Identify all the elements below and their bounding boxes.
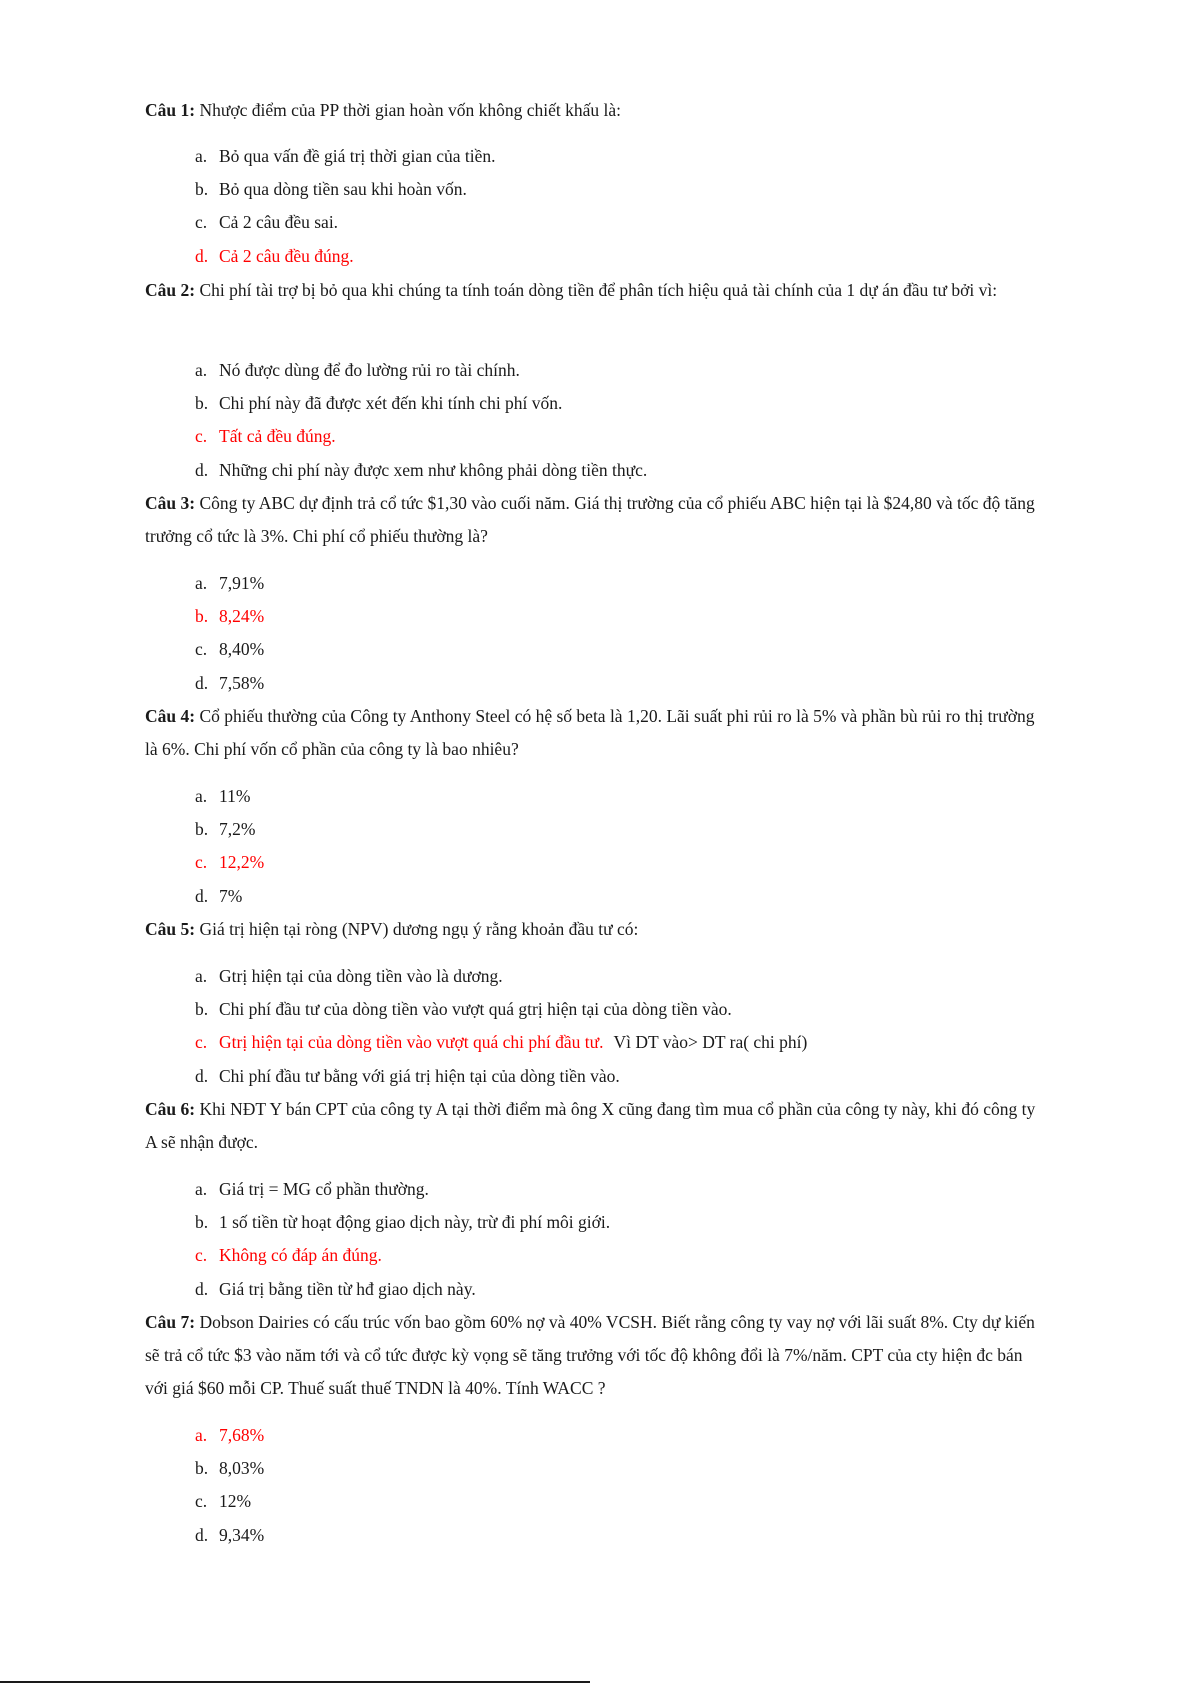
option-b: b. 8,03%: [195, 1458, 265, 1479]
question-6-options: [195, 1173, 1075, 1306]
option-a: a. 7,91%: [195, 573, 265, 593]
question-text: Chi phí tài trợ bị bỏ qua khi chúng ta tính toán dòng tiền để phân tích hiệu quả tài chính của 1 dự án đầu tư bởi vì:: [199, 280, 998, 300]
option-a: a. Nó được dùng để đo lường rủi ro tài chính.: [195, 360, 520, 380]
option-a: a. Giá trị = MG cổ phần thường.: [195, 1179, 429, 1199]
option-c-correct: c. Gtrị hiện tại của dòng tiền vào vượt quá chi phí đầu tư. Vì DT vào> DT ra( chi phí): [195, 1032, 808, 1053]
question-3: [145, 487, 1045, 553]
option-a-correct: a. 7,68%: [195, 1425, 265, 1445]
option-c: c. Cả 2 câu đều sai.: [195, 212, 339, 233]
option-d: d. 7%: [195, 885, 243, 906]
question-text: Dobson Dairies có cấu trúc vốn bao gồm 60% nợ và 40% VCSH. Biết rằng công ty vay nợ với lãi suất 8%. Cty dự kiến sẽ trả cổ tức $3 vào năm tới và cổ tức được kỳ vọng sẽ tăng trưởng với tốc độ không đổi là 7%/năm. CPT của cty hiện đc bán với giá $60 mỗi CP. Thuế suất thuế TNDN là 40%. Tính WACC ?: [145, 1312, 1035, 1398]
question-2: [145, 274, 1045, 307]
option-c: c. 8,40%: [195, 639, 265, 660]
question-4: [145, 700, 1045, 766]
option-b: b. 1 số tiền từ hoạt động giao dịch này, trừ đi phí môi giới.: [195, 1212, 611, 1233]
option-c-correct: c. 12,2%: [195, 852, 265, 873]
question-label: Câu 1:: [145, 100, 196, 120]
option-a: a. 11%: [195, 786, 251, 806]
question-1: [145, 94, 1045, 127]
option-d-correct: d. Cả 2 câu đều đúng.: [195, 245, 354, 266]
option-a: a. Bỏ qua vấn đề giá trị thời gian của tiền.: [195, 146, 496, 166]
question-label: Câu 7:: [145, 1312, 196, 1332]
question-label: Câu 3:: [145, 493, 196, 513]
option-c-correct: c. Không có đáp án đúng.: [195, 1245, 382, 1266]
question-4-options: [195, 780, 1075, 913]
question-text: Cổ phiếu thường của Công ty Anthony Steel có hệ số beta là 1,20. Lãi suất phi rủi ro là 5% và phần bù rủi ro thị trường là 6%. Chi phí vốn cổ phần của công ty là bao nhiêu?: [145, 706, 1035, 759]
option-b-correct: b. 8,24%: [195, 606, 265, 627]
footer-divider: [0, 1681, 590, 1683]
question-5-options: [195, 960, 1075, 1093]
option-a: a. Gtrị hiện tại của dòng tiền vào là dương.: [195, 966, 503, 986]
question-7-options: [195, 1419, 1075, 1552]
option-b: b. Bỏ qua dòng tiền sau khi hoàn vốn.: [195, 179, 467, 200]
option-c-correct: c. Tất cả đều đúng.: [195, 426, 336, 447]
option-d: d. 7,58%: [195, 672, 265, 693]
option-d: d. 9,34%: [195, 1524, 265, 1545]
option-d: d. Chi phí đầu tư bằng với giá trị hiện tại của dòng tiền vào.: [195, 1065, 620, 1086]
option-d: d. Những chi phí này được xem như không phải dòng tiền thực.: [195, 459, 648, 480]
answer-note: Vì DT vào> DT ra( chi phí): [613, 1032, 808, 1053]
option-d: d. Giá trị bằng tiền từ hđ giao dịch này.: [195, 1278, 476, 1299]
question-2-options: [195, 354, 1075, 487]
question-text: Khi NĐT Y bán CPT của công ty A tại thời điểm mà ông X cũng đang tìm mua cổ phần của công ty này, khi đó công ty A sẽ nhận được.: [145, 1099, 1036, 1152]
question-text: Giá trị hiện tại ròng (NPV) dương ngụ ý rằng khoản đầu tư có:: [199, 919, 639, 939]
question-5: [145, 913, 1045, 946]
option-b: b. 7,2%: [195, 819, 256, 840]
question-label: Câu 2:: [145, 280, 196, 300]
question-label: Câu 6:: [145, 1099, 196, 1119]
question-1-options: [195, 140, 1075, 273]
option-b: b. Chi phí đầu tư của dòng tiền vào vượt quá gtrị hiện tại của dòng tiền vào.: [195, 999, 732, 1020]
question-3-options: [195, 567, 1075, 700]
question-label: Câu 5:: [145, 919, 196, 939]
question-label: Câu 4:: [145, 706, 196, 726]
option-b: b. Chi phí này đã được xét đến khi tính chi phí vốn.: [195, 393, 563, 414]
question-6: [145, 1093, 1045, 1159]
question-text: Nhược điểm của PP thời gian hoàn vốn không chiết khấu là:: [199, 100, 621, 120]
question-text: Công ty ABC dự định trả cổ tức $1,30 vào cuối năm. Giá thị trường của cổ phiếu ABC hiện tại là $24,80 và tốc độ tăng trưởng cổ tức là 3%. Chi phí cổ phiếu thường là?: [145, 493, 1035, 546]
question-7: [145, 1306, 1045, 1405]
option-c: c. 12%: [195, 1491, 252, 1512]
